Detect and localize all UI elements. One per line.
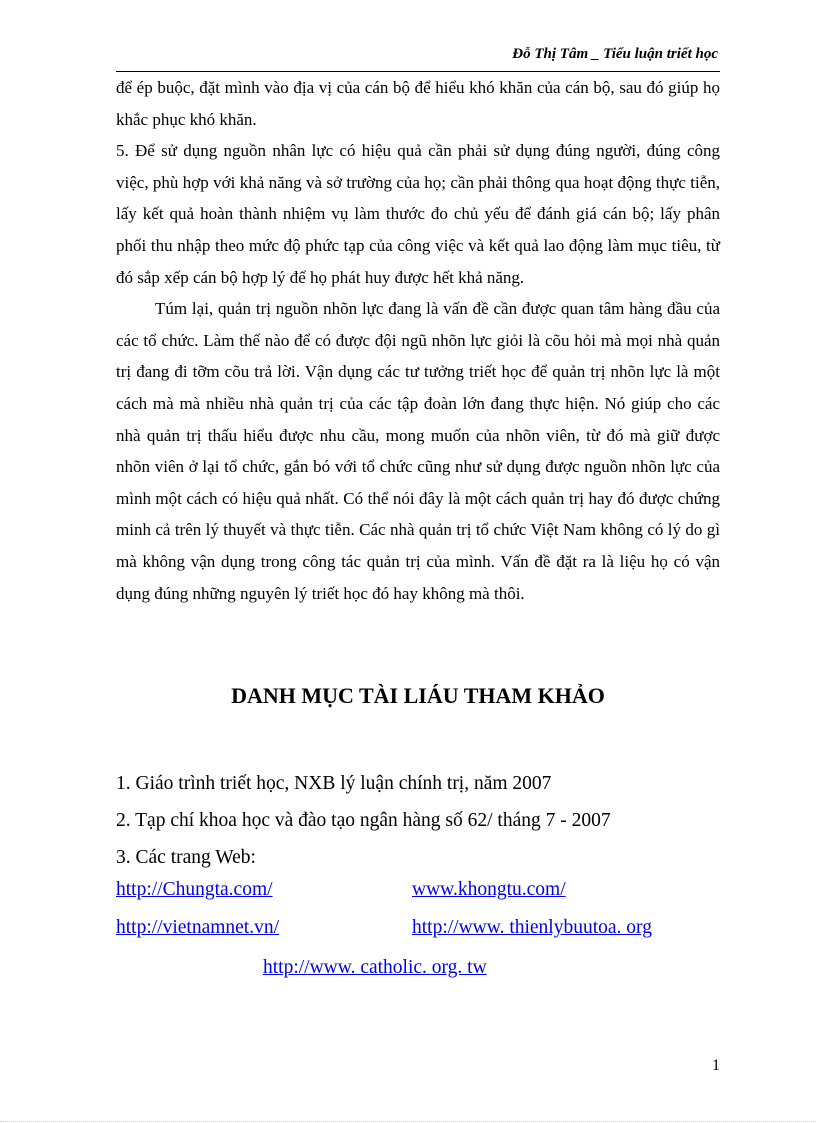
references-list — [116, 765, 720, 876]
paragraph-conclusion: Túm lại, quản trị nguồn nhõn lực đang là vấn đề cần được quan tâm hàng đầu của các tổ chức. Làm thế nào để có được đội ngũ nhõn lực giỏi là cõu hỏi mà mọi nhà quản trị đang đi tỡm cõu trả lời. Vận dụng các tư tưởng triết học để quản trị nhõn lực là một cách mà mà nhiều nhà quản trị của các tập đoàn lớn đang thực hiện. Nó giúp cho các nhà quản trị thấu hiểu được nhu cầu, mong muốn của nhõn viên, từ đó mà giữ được nhõn viên ở lại tổ chức, gắn bó với tổ chức cũng như sử dụng được nguồn nhõn lực của mình một cách có hiệu quả nhất. Có thể nói đây là một cách quản trị hay đó được chứng minh cả trên lý thuyết và thực tiễn. Các nhà quản trị tổ chức Việt Nam không có lý do gì mà không vận dụng trong công tác quản trị của mình. Vấn đề đặt ra là liệu họ có vận dụng đúng những nguyên lý triết học đó hay không mà thôi. — [116, 299, 720, 603]
link-khongtu[interactable]: www.khongtu.com/ — [412, 879, 566, 900]
reference-item: 2. Tạp chí khoa học và đào tạo ngân hàng số 62/ tháng 7 - 2007 — [116, 810, 611, 831]
web-links — [116, 879, 720, 989]
paragraph-continuation: để ép buộc, đặt mình vào địa vị của cán bộ để hiểu khó khăn của cán bộ, sau đó giúp họ khắc phục khó khăn. — [116, 78, 720, 129]
link-chungta[interactable]: http://Chungta.com/ — [116, 879, 273, 900]
references-title: DANH MỤC TÀI LIÁU THAM KHẢO — [231, 683, 605, 708]
page-bottom-border — [0, 1121, 816, 1122]
link-vietnamnet[interactable]: http://vietnamnet.vn/ — [116, 917, 280, 938]
link-catholic[interactable]: http://www. catholic. org. tw — [263, 957, 487, 978]
running-header: Đỗ Thị Tâm _ Tiểu luận triết học — [512, 46, 718, 62]
reference-item: 3. Các trang Web: — [116, 847, 256, 868]
page-number: 1 — [712, 1057, 720, 1074]
reference-item: 1. Giáo trình triết học, NXB lý luận chính trị, năm 2007 — [116, 773, 552, 794]
link-thienlybuutoa[interactable]: http://www. thienlybuutoa. org — [412, 917, 652, 938]
paragraph-point-5: 5. Để sử dụng nguồn nhân lực có hiệu quả cần phải sử dụng đúng người, đúng công việc, phù hợp với khả năng và sở trường của họ; cần phải thông qua hoạt động thực tiễn, lấy kết quả hoàn thành nhiệm vụ làm thước đo chủ yếu để đánh giá cán bộ; lấy phân phối thu nhập theo mức độ phức tạp của công việc và kết quả lao động làm mục tiêu, từ đó sắp xếp cán bộ hợp lý để họ phát huy được hết khả năng. — [116, 141, 720, 287]
body-text — [116, 72, 720, 609]
